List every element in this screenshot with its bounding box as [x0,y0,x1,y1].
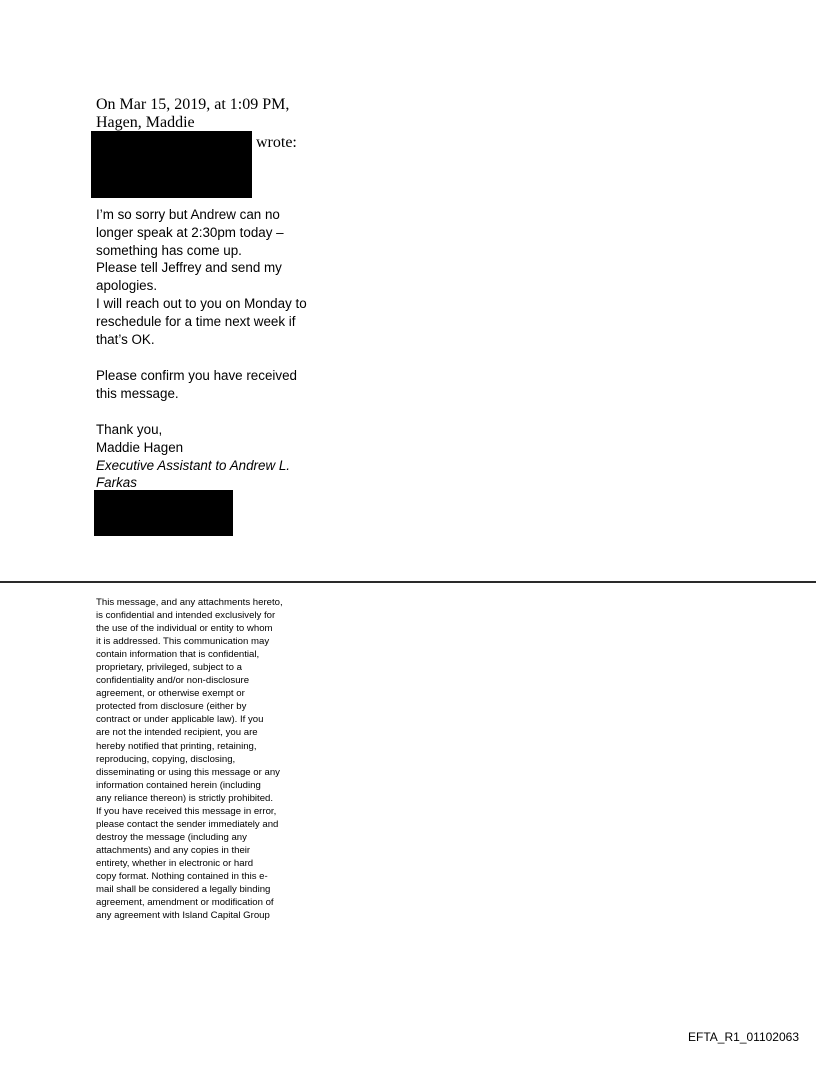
message-line: something has come up. [96,242,242,258]
disclaimer-line: proprietary, privileged, subject to a [96,662,242,674]
disclaimer-line: agreement, amendment or modification of [96,897,274,909]
message-signature-block [96,421,332,492]
disclaimer-line: are not the intended recipient, you are [96,727,258,739]
message-line: that’s OK. [96,331,155,347]
signature-name: Maddie Hagen [96,439,184,455]
disclaimer-line: attachments) and any copies in their [96,844,251,856]
signature-title-line: Executive Assistant to Andrew L. [96,457,291,473]
disclaimer-line: any reliance thereon) is strictly prohibited. [96,792,274,804]
message-paragraph-1 [96,206,332,348]
disclaimer-line: the use of the individual or entity to whom [96,623,273,635]
message-line: Please tell Jeffrey and send my [96,260,282,276]
disclaimer-line: agreement, or otherwise exempt or [96,688,245,700]
message-line: I will reach out to you on Monday to [96,295,307,311]
email-header-date: On Mar 15, 2019, at 1:09 PM, [96,96,290,113]
signature-title-line: Farkas [96,475,137,491]
separator-line [0,581,816,583]
disclaimer-line: it is addressed. This communication may [96,636,270,648]
disclaimer-line: information contained herein (including [96,779,261,791]
disclaimer-line: disseminating or using this message or any [96,766,280,778]
disclaimer-line: destroy the message (including any [96,831,247,843]
redaction-block-email [91,131,252,198]
email-header-wrote: wrote: [256,134,297,151]
closing-text: Thank you, [96,422,163,437]
disclaimer-line: entirety, whether in electronic or hard [96,857,254,869]
confidentiality-disclaimer [96,596,326,922]
disclaimer-line: copy format. Nothing contained in this e- [96,870,268,882]
disclaimer-line: is confidential and intended exclusively for [96,610,276,622]
message-line: I’m so sorry but Andrew can no [96,207,280,222]
disclaimer-line: mail shall be considered a legally binding [96,884,271,896]
disclaimer-line: any agreement with Island Capital Group [96,910,270,922]
disclaimer-line: reproducing, copying, disclosing, [96,753,236,765]
disclaimer-line: This message, and any attachments hereto, [96,597,283,608]
disclaimer-line: hereby notified that printing, retaining, [96,740,257,752]
message-line: reschedule for a time next week if [96,313,296,329]
disclaimer-line: If you have received this message in error, [96,805,277,817]
message-line: apologies. [96,278,158,294]
message-line: Please confirm you have received [96,368,297,383]
message-line: longer speak at 2:30pm today – [96,224,284,240]
message-paragraph-2 [96,367,332,403]
disclaimer-line: contain information that is confidential, [96,649,260,661]
disclaimer-line: confidentiality and/or non-disclosure [96,675,250,687]
document-id: EFTA_R1_01102063 [688,1030,799,1044]
disclaimer-line: contract or under applicable law). If you [96,714,264,726]
redaction-block-signature [94,490,233,536]
email-header-sender: Hagen, Maddie [96,114,195,131]
disclaimer-line: please contact the sender immediately and [96,818,279,830]
disclaimer-line: protected from disclosure (either by [96,701,247,713]
message-line: this message. [96,385,179,401]
